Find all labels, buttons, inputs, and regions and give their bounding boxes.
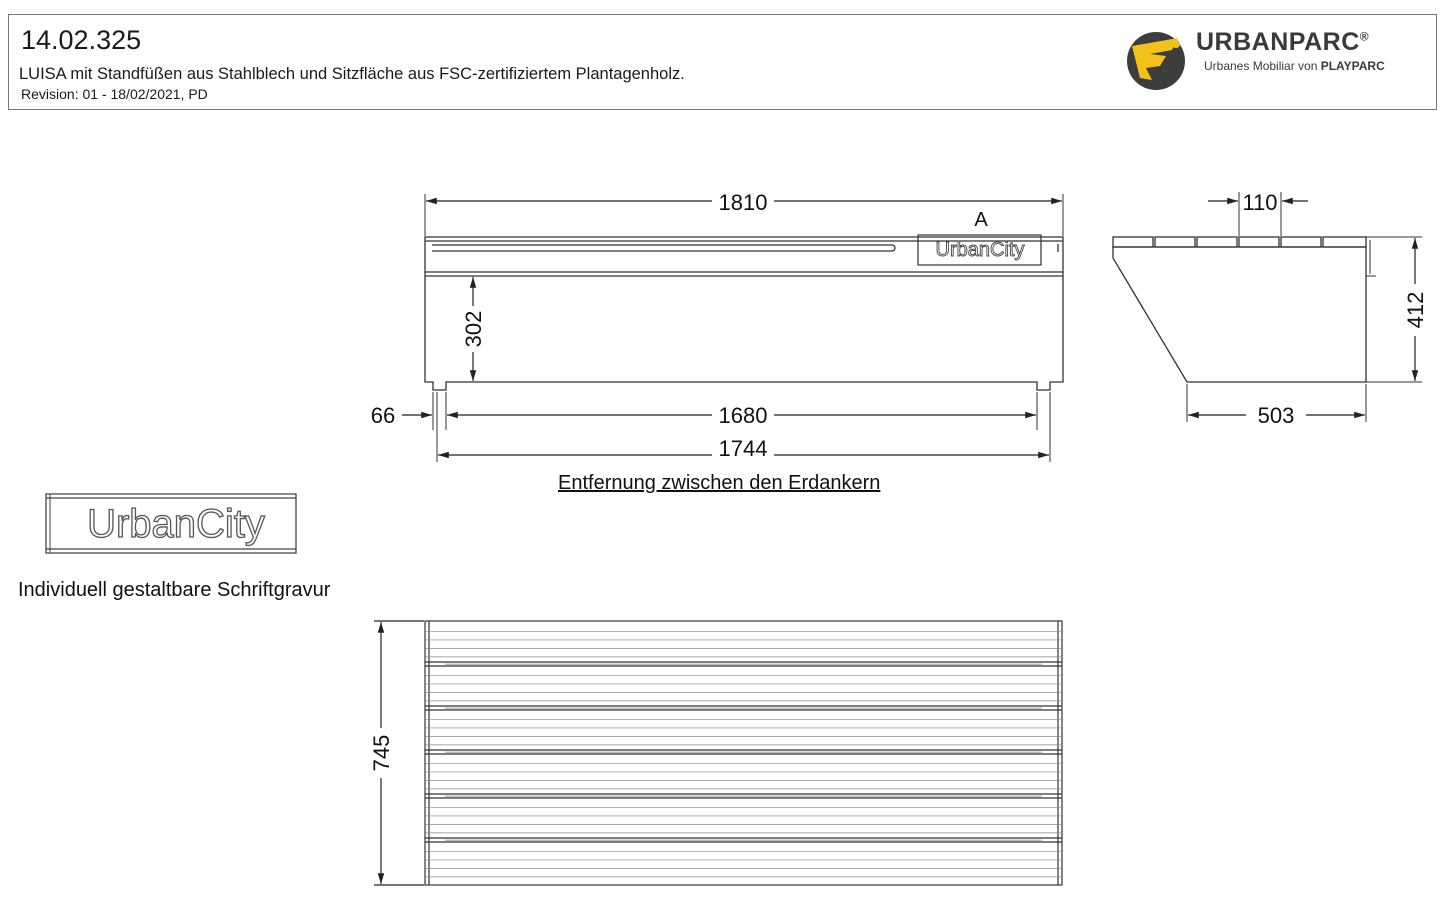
section-label-a: A — [974, 209, 988, 231]
slat-gap — [445, 664, 1042, 666]
anchor-distance-caption: Entfernung zwischen den Erdankern — [558, 472, 881, 494]
article-number: 14.02.325 — [21, 25, 142, 55]
revision-info: Revision: 01 - 18/02/2021, PD — [21, 86, 208, 102]
dim-height-412: 412 — [1403, 291, 1428, 329]
dim-base-503: 503 — [1257, 403, 1295, 428]
registered-mark: ® — [1359, 29, 1370, 44]
dim-width-745: 745 — [369, 734, 394, 772]
side-view-dimensions — [1188, 201, 1415, 415]
slat-gap — [445, 840, 1042, 842]
side-view — [1113, 192, 1422, 422]
top-view-slats — [425, 631, 1062, 876]
dim-slat-110: 110 — [1242, 190, 1278, 215]
dim-inner-1680: 1680 — [718, 403, 768, 428]
engraving-caption: Individuell gestaltbare Schriftgravur — [18, 579, 331, 601]
tagline-company: PLAYPARC — [1320, 59, 1385, 73]
front-engraving-text: UrbanCity — [935, 239, 1025, 261]
engraving-detail-text: UrbanCity — [87, 502, 265, 546]
tagline-prefix: Urbanes Mobiliar von — [1204, 59, 1321, 73]
dim-total-length: 1810 — [718, 190, 768, 215]
dim-anchor-1744: 1744 — [718, 436, 768, 461]
dim-height-302: 302 — [461, 310, 486, 348]
slat-gap — [445, 708, 1042, 710]
product-description: LUISA mit Standfüßen aus Stahlblech und Sitzfläche aus FSC-zertifiziertem Plantagenholz. — [19, 65, 685, 83]
dim-foot-66: 66 — [370, 403, 396, 428]
slat-gap — [445, 752, 1042, 754]
brand-name-text: URBANPARC — [1196, 28, 1360, 56]
slat-gap — [445, 796, 1042, 798]
